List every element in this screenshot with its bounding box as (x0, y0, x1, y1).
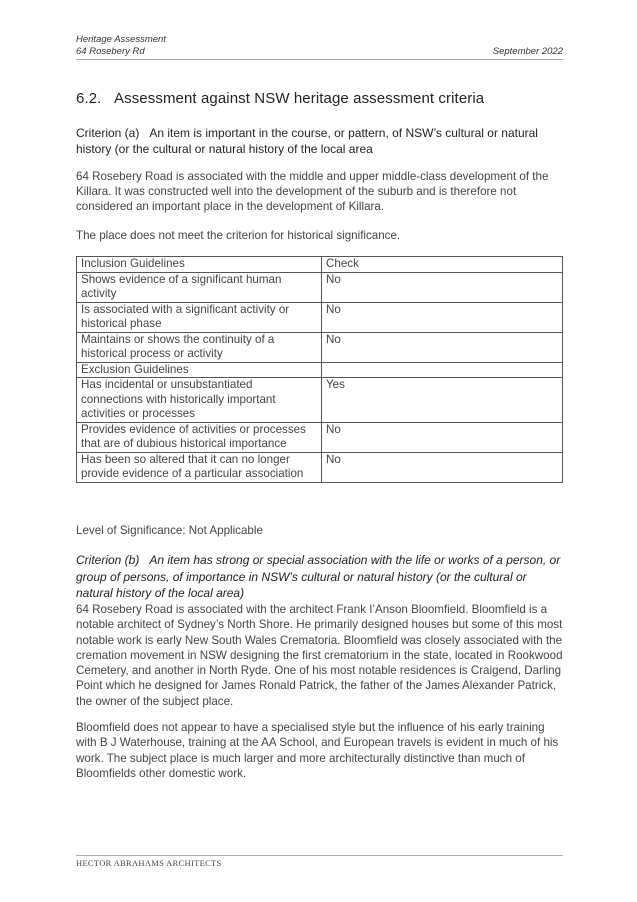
criterion-b-paragraph-1: 64 Rosebery Road is associated with the architect Frank I’Anson Bloomfield. Bloomfield is a notable architect of Sydney’s North Shore. He primarily designed houses but some of this most notable work is early New South Wales Crematoria. Bloomfield was closely associated with the cremation movement in NSW designing the first crematorium in the state, located in Rookwood Cemetery, and another in North Ryde. One of his most notable residences is Craigend, Darling Point which he designed for James Ronald Patrick, the father of the James Alexander Patrick, the owner of the subject place. (76, 603, 563, 708)
criterion-b-heading (76, 552, 563, 602)
table-row (77, 452, 563, 482)
table-row (77, 378, 563, 423)
header-divider (76, 59, 563, 60)
table-row (77, 302, 563, 332)
check-cell: No (322, 452, 563, 482)
table-row (77, 422, 563, 452)
level-of-significance: Level of Significance: Not Applicable (76, 524, 263, 537)
guideline-cell: Is associated with a significant activity or historical phase (77, 302, 322, 332)
guideline-cell: Has been so altered that it can no longer provide evidence of a particular association (77, 452, 322, 482)
criterion-b-text: An item has strong or special association with the life or works of a person, or group of persons, of importance in NSW’s cultural or natural history (or the cultural or natural history of the local area) (76, 553, 561, 600)
check-cell: No (322, 302, 563, 332)
table-header-row (77, 257, 563, 273)
criterion-a-paragraph-1: 64 Rosebery Road is associated with the middle and upper middle-class development of the Killara. It was constructed well into the development of the suburb and is therefore not considered an important place in the development of Killara. (76, 170, 549, 213)
criterion-a-label: Criterion (a) (76, 126, 140, 140)
check-cell: No (322, 272, 563, 302)
header-address: 64 Rosebery Rd (76, 46, 145, 57)
page-header (76, 34, 563, 58)
empty-cell (322, 362, 563, 378)
inclusion-header: Inclusion Guidelines (77, 257, 322, 273)
guideline-cell: Has incidental or unsubstantiated connections with historically important activities or processes (77, 378, 322, 423)
header-title: Heritage Assessment (76, 34, 166, 45)
criterion-b-label: Criterion (b) (76, 553, 140, 567)
guidelines-table (76, 256, 563, 483)
check-header: Check (322, 257, 563, 273)
table-row (77, 272, 563, 302)
check-cell: No (322, 332, 563, 362)
section-number: 6.2. (76, 90, 102, 107)
exclusion-header: Exclusion Guidelines (77, 362, 322, 378)
criterion-a-paragraph-2: The place does not meet the criterion for historical significance. (76, 229, 401, 242)
section-heading (76, 90, 484, 107)
check-cell: No (322, 422, 563, 452)
criterion-a-heading (76, 126, 563, 157)
footer-divider (76, 855, 563, 856)
footer-firm: HECTOR ABRAHAMS ARCHITECTS (76, 858, 222, 868)
guideline-cell: Shows evidence of a significant human activity (77, 272, 322, 302)
guideline-cell: Provides evidence of activities or processes that are of dubious historical importance (77, 422, 322, 452)
exclusion-header-row (77, 362, 563, 378)
criterion-b-paragraph-2: Bloomfield does not appear to have a specialised style but the influence of his early training with B J Waterhouse, training at the AA School, and European travels is evident in much of his work. The subject place is much larger and more architecturally distinctive than much of Bloomfields other domestic work. (76, 721, 559, 780)
header-date: September 2022 (492, 46, 563, 57)
criterion-a-text: An item is important in the course, or pattern, of NSW’s cultural or natural history (or the cultural or natural history of the local area (76, 126, 538, 156)
guideline-cell: Maintains or shows the continuity of a historical process or activity (77, 332, 322, 362)
table-row (77, 332, 563, 362)
section-title: Assessment against NSW heritage assessment criteria (114, 90, 485, 107)
check-cell: Yes (322, 378, 563, 423)
